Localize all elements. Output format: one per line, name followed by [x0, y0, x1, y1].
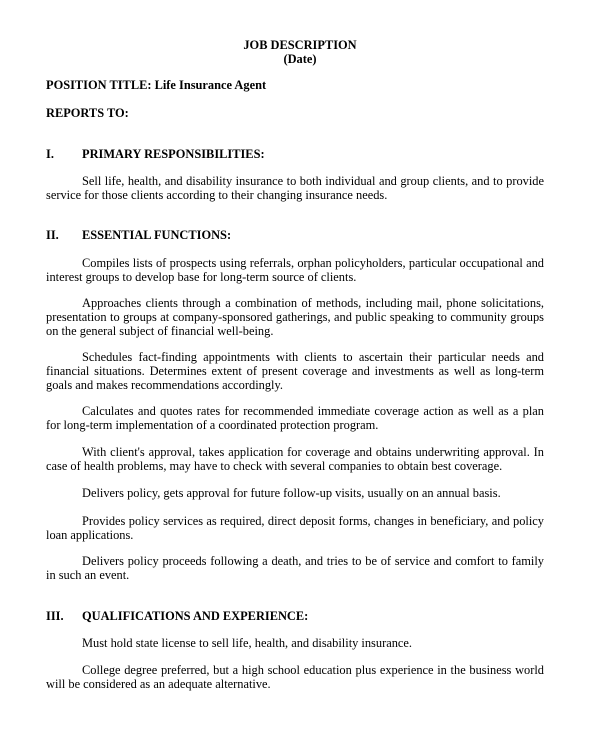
section-number: II.	[46, 228, 59, 242]
paragraph: College degree preferred, but a high school education plus experience in the business world will be considered as an adequate alternative.	[46, 663, 544, 692]
paragraph: Provides policy services as required, direct deposit forms, changes in beneficiary, and policy loan applications.	[46, 514, 544, 543]
paragraph: Delivers policy, gets approval for future follow-up visits, usually on an annual basis.	[82, 486, 501, 500]
section-title: QUALIFICATIONS AND EXPERIENCE:	[82, 609, 309, 623]
section-title: PRIMARY RESPONSIBILITIES:	[82, 147, 265, 161]
paragraph: Calculates and quotes rates for recommended immediate coverage action as well as a plan for long-term implementation of a coordinated protection program.	[46, 404, 544, 433]
paragraph: Approaches clients through a combination of methods, including mail, phone solicitations, presentation to groups at company-sponsored gatherings, and public speaking to community groups on the general subject of financial well-being.	[46, 296, 544, 339]
paragraph: Compiles lists of prospects using referrals, orphan policyholders, particular occupational and interest groups to develop base for long-term source of clients.	[46, 256, 544, 285]
section-heading-primary-responsibilities	[46, 147, 265, 161]
section-number: III.	[46, 609, 64, 623]
section-heading-qualifications	[46, 609, 308, 623]
paragraph: Delivers policy proceeds following a death, and tries to be of service and comfort to family in such an event.	[46, 554, 544, 583]
section-title: ESSENTIAL FUNCTIONS:	[82, 228, 232, 242]
document-title: JOB DESCRIPTION	[243, 38, 357, 52]
document-date: (Date)	[283, 52, 317, 66]
section-heading-essential-functions	[46, 228, 231, 242]
paragraph: Sell life, health, and disability insurance to both individual and group clients, and to provide service for those clients according to their changing insurance needs.	[46, 174, 544, 203]
paragraph: With client's approval, takes application for coverage and obtains underwriting approval. In case of health problems, may have to check with several companies to obtain best coverage.	[46, 445, 544, 474]
section-number: I.	[46, 147, 54, 161]
paragraph: Must hold state license to sell life, health, and disability insurance.	[82, 636, 412, 650]
document-header	[0, 38, 600, 66]
paragraph: Schedules fact-finding appointments with clients to ascertain their particular needs and financial situations. Determines extent of present coverage and investments as well as long-term goals and makes recommendations accordingly.	[46, 350, 544, 393]
reports-to: REPORTS TO:	[46, 106, 129, 120]
position-title: POSITION TITLE: Life Insurance Agent	[46, 78, 267, 92]
